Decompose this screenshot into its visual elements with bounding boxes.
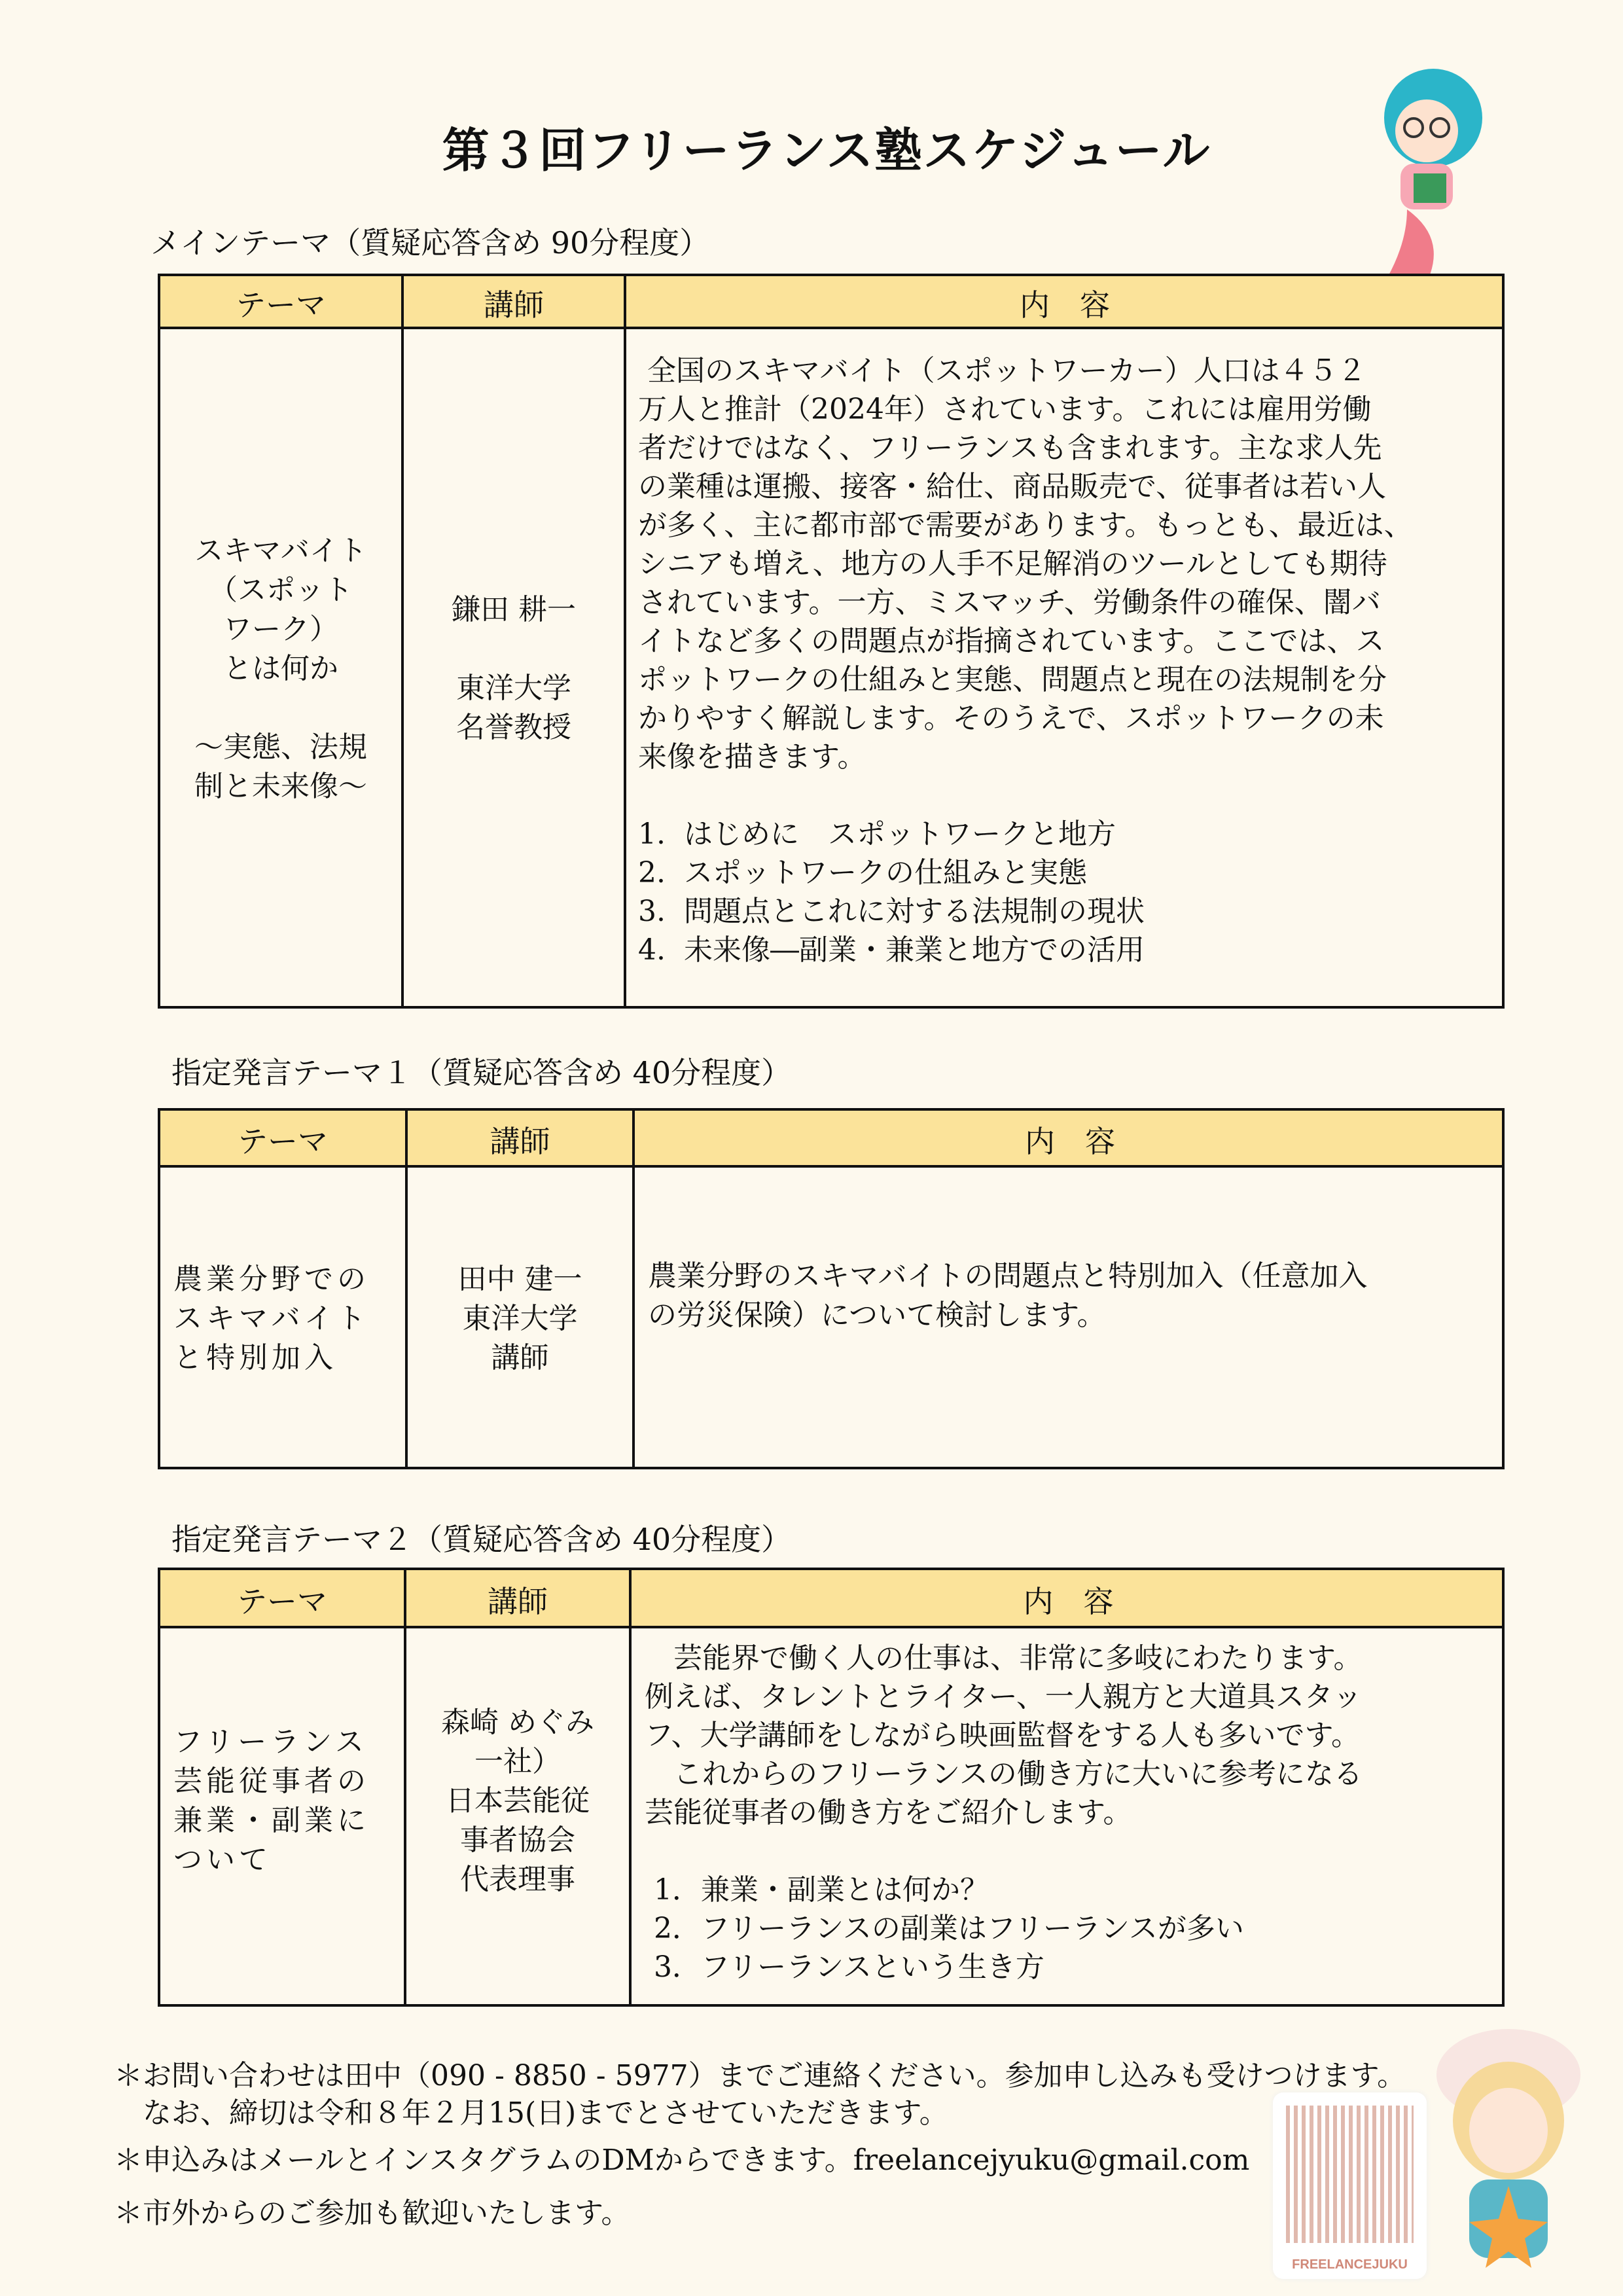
content-line: これからのフリーランスの働き方に大いに参考になる [645, 1757, 1363, 1791]
content-line: ポットワークの仕組みと実態、問題点と現在の法規制を分 [638, 663, 1387, 696]
header-lecturer: 講師 [490, 1123, 550, 1159]
content-line: 1．兼業・副業とは何か？ [645, 1873, 989, 1907]
content-line: 4. 未来像―副業・兼業と地方での活用 [638, 933, 1145, 967]
header-lecturer: 講師 [484, 287, 544, 323]
content-cell [638, 351, 1502, 969]
schedule-table-main [158, 274, 1505, 1009]
content-line [638, 776, 1502, 815]
content-line: の業種は運搬、接客・給仕、商品販売で、従事者は若い人 [638, 470, 1387, 503]
content-line: 芸能従事者の働き方をご紹介します。 [645, 1796, 1132, 1829]
schedule-table-1 [158, 1108, 1505, 1469]
girl-illustration [1427, 2022, 1590, 2278]
footer-note-contact: ＊お問い合わせは田中（090 - 8850 - 5977）までご連絡ください。参加申し込みも受けつけます。 [114, 2059, 1406, 2092]
page-title: 第３回フリーランス塾スケジュール [442, 122, 1211, 178]
content-line: シニアも増え、地方の人手不足解消のツールとしても期待 [638, 547, 1387, 581]
header-theme: テーマ [238, 1123, 328, 1159]
content-line: 万人と推計（2024年）されています。これには雇用労働 [638, 393, 1372, 426]
content-line: 例えば、タレントとライター、一人親方と大道具スタッ [645, 1680, 1362, 1713]
header-theme: テーマ [236, 287, 326, 323]
content-line: 2. スポットワークの仕組みと実態 [638, 856, 1087, 889]
theme-cell: フリーランス 芸能従事者の 兼業・副業に ついて [173, 1725, 370, 1876]
content-line: 芸能界で働く人の仕事は、非常に多岐にわたります。 [645, 1641, 1363, 1675]
header-content: 内 容 [1023, 1583, 1114, 1619]
content-cell [645, 1639, 1505, 1986]
footer-note-apply: ＊申込みはメールとインスタグラムのDMからできます。freelancejyuku@gmail.com [114, 2144, 1250, 2177]
header-theme: テーマ [237, 1583, 327, 1619]
content-line: 2．フリーランスの副業はフリーランスが多い [645, 1912, 1244, 1945]
content-line: が多く、主に都市部で需要があります。もっとも、最近は、 [638, 509, 1413, 542]
content-cell: 農業分野のスキマバイトの問題点と特別加入（任意加入 の労災保険）について検討します。 [648, 1259, 1368, 1332]
header-lecturer: 講師 [488, 1583, 548, 1619]
content-line: かりやすく解説します。そのうえで、スポットワークの未 [638, 702, 1384, 735]
schedule-table-2 [158, 1568, 1505, 2007]
content-line [645, 1832, 1505, 1871]
content-line: 全国のスキマバイト（スポットワーカー）人口は４５２ [638, 354, 1366, 387]
section-label-1: 指定発言テーマ１（質疑応答含め 40分程度） [171, 1055, 792, 1090]
content-line: 3．フリーランスという生き方 [645, 1950, 1044, 1984]
lecturer-cell: 森崎 めぐみ 一社） 日本芸能従 事者協会 代表理事 [441, 1706, 594, 1896]
theme-cell: スキマバイト （スポット ワーク） とは何か 〜実態、法規 制と未来像〜 [194, 534, 367, 803]
header-content: 内 容 [1025, 1123, 1115, 1159]
lecturer-cell: 鎌田 耕一 東洋大学 名誉教授 [452, 593, 576, 744]
section-label-main: メインテーマ（質疑応答含め 90分程度） [151, 225, 710, 260]
content-line: 者だけではなく、フリーランスも含まれます。主な求人先 [638, 431, 1382, 465]
content-line: イトなど多くの問題点が指摘されています。ここでは、ス [638, 624, 1385, 658]
theme-cell: 農業分野での スキマバイト と特別加入 [173, 1262, 370, 1374]
header-content: 内 容 [1020, 287, 1110, 323]
content-line: フ、大学講師をしながら映画監督をする人も多いです。 [645, 1719, 1360, 1752]
lecturer-cell: 田中 建一 東洋大学 講師 [457, 1262, 582, 1374]
content-line: 1. はじめに スポットワークと地方 [638, 817, 1116, 851]
qr-label: FREELANCEJUKU [1292, 2257, 1408, 2272]
content-line: 来像を描きます。 [638, 740, 866, 774]
footer-note-deadline: なお、締切は令和８年２月15(日)までとさせていただきます。 [114, 2096, 948, 2130]
instagram-qr-code[interactable] [1273, 2092, 1427, 2279]
content-line: 3. 問題点とこれに対する法規制の現状 [638, 895, 1145, 928]
section-label-2: 指定発言テーマ２（質疑応答含め 40分程度） [171, 1522, 792, 1557]
footer-note-welcome: ＊市外からのご参加も歓迎いたします。 [114, 2197, 630, 2230]
content-line: されています。一方、ミスマッチ、労働条件の確保、闇バ [638, 586, 1381, 619]
